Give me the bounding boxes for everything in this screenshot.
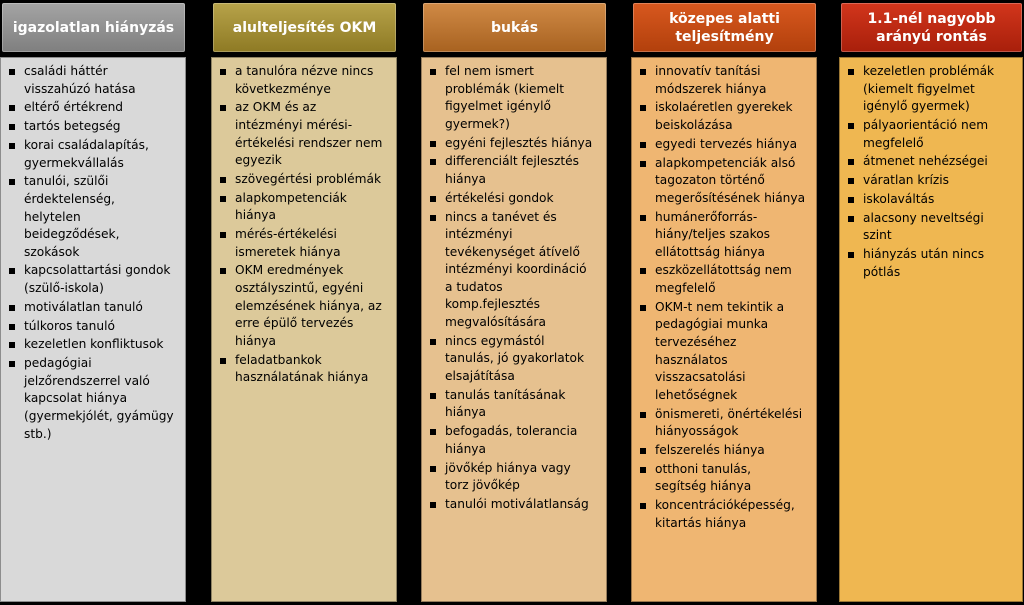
list-item: [219, 99, 389, 169]
list-item: [429, 460, 599, 495]
list-item: [8, 99, 178, 117]
list-item: [847, 246, 1015, 281]
item-text: felszerelés hiánya: [655, 442, 765, 457]
list-item: [8, 137, 178, 172]
list-item: [639, 209, 809, 262]
bullet-icon: [430, 159, 436, 165]
bullet-icon: [430, 215, 436, 221]
bullet-icon: [9, 69, 15, 75]
bullet-icon: [640, 448, 646, 454]
bullet-icon: [848, 216, 854, 222]
bullet-icon: [640, 412, 646, 418]
item-list: [8, 63, 178, 443]
item-text: fel nem ismert problémák (kiemelt figyelmet igénylő gyermek?): [445, 64, 565, 131]
bullet-icon: [9, 105, 15, 111]
column-header: [423, 3, 606, 52]
item-text: pedagógiai jelzőrendszerrel való kapcsolat hiánya (gyermekjólét, gyámügy stb.): [24, 356, 174, 441]
list-item: [429, 209, 599, 332]
item-text: kezeletlen problémák (kiemelt figyelmet igénylő gyermek): [863, 64, 995, 114]
item-text: nincs a tanévet és intézményi tevékenységet átívelő intézményi koordináció a tudatos komp.fejlesztés megvalósítására: [445, 209, 587, 330]
bullet-icon: [220, 105, 226, 111]
item-text: alapkompetenciák alsó tagozaton történő megerősítésének hiánya: [655, 155, 806, 205]
column-header: [633, 3, 816, 52]
list-item: [639, 497, 809, 532]
column-body: [839, 57, 1023, 602]
item-text: a tanulóra nézve nincs következménye: [235, 64, 374, 96]
column-body: [421, 57, 607, 602]
item-text: OKM-t nem tekintik a pedagógiai munka tervezéséhez használatos visszacsatolási lehetőségnek: [655, 299, 785, 402]
item-text: túlkoros tanuló: [24, 318, 115, 333]
bullet-icon: [430, 502, 436, 508]
list-item: [8, 63, 178, 98]
item-text: pályaorientáció nem megfelelő: [863, 117, 989, 150]
list-item: [639, 461, 809, 496]
bullet-icon: [9, 305, 15, 311]
bullet-icon: [220, 358, 226, 364]
bullet-icon: [220, 232, 226, 238]
list-item: [219, 63, 389, 98]
bullet-icon: [430, 393, 436, 399]
column-title: bukás: [490, 19, 539, 36]
bullet-icon: [220, 177, 226, 183]
bullet-icon: [9, 324, 15, 330]
column-title: igazolatlan hiányzás: [12, 19, 175, 36]
list-item: [847, 172, 1015, 190]
bullet-icon: [430, 339, 436, 345]
bullet-icon: [848, 69, 854, 75]
list-item: [639, 299, 809, 405]
bullet-icon: [848, 178, 854, 184]
bullet-icon: [220, 196, 226, 202]
item-text: az OKM és az intézményi mérési- értékelési rendszer nem egyezik: [235, 100, 383, 168]
list-item: [639, 442, 809, 460]
bullet-icon: [430, 429, 436, 435]
column-header: [213, 3, 396, 52]
list-item: [639, 63, 809, 98]
list-item: [847, 210, 1015, 245]
list-item: [8, 299, 178, 317]
item-text: kezeletlen konfliktusok: [24, 337, 164, 352]
list-item: [8, 355, 178, 443]
bullet-icon: [640, 215, 646, 221]
bullet-icon: [848, 159, 854, 165]
bullet-icon: [640, 161, 646, 167]
bullet-icon: [848, 197, 854, 203]
item-text: otthoni tanulás, segítség hiánya: [655, 461, 752, 494]
item-text: korai családalapítás, gyermekvállalás: [24, 137, 149, 170]
column-title: alulteljesítés OKM: [232, 19, 377, 36]
list-item: [219, 226, 389, 261]
list-item: [429, 423, 599, 458]
bullet-icon: [9, 143, 15, 149]
list-item: [847, 63, 1015, 116]
bullet-icon: [640, 268, 646, 274]
item-text: önismereti, önértékelési hiányosságok: [655, 406, 803, 439]
bullet-icon: [848, 252, 854, 258]
column-body: [211, 57, 397, 602]
bullet-icon: [9, 268, 15, 274]
column-body: [631, 57, 817, 602]
list-item: [639, 155, 809, 208]
item-text: iskolaéretlen gyerekek beiskolázása: [655, 100, 793, 132]
list-item: [429, 387, 599, 422]
bullet-icon: [430, 196, 436, 202]
bullet-icon: [430, 466, 436, 472]
bullet-icon: [640, 467, 646, 473]
bullet-icon: [9, 342, 15, 348]
list-item: [8, 262, 178, 297]
item-text: családi háttér visszahúzó hatása: [24, 64, 136, 96]
item-text: tartós betegség: [24, 119, 121, 134]
item-text: kapcsolattartási gondok (szülő-iskola): [24, 263, 171, 296]
item-list: [219, 63, 389, 387]
column-title: közepes alatti teljesítmény: [669, 10, 780, 45]
list-item: [639, 136, 809, 154]
item-text: humánerőforrás- hiány/teljes szakos ellátottság hiánya: [655, 209, 771, 259]
list-item: [219, 171, 389, 189]
item-list: [847, 63, 1015, 281]
list-item: [429, 153, 599, 188]
list-item: [639, 406, 809, 441]
item-text: tanulói, szülői érdektelenség, helytelen beidegződések, szokások: [24, 174, 120, 259]
item-list: [429, 63, 599, 514]
bullet-icon: [640, 69, 646, 75]
column-title: 1.1-nél nagyobb arányú rontás: [867, 10, 996, 45]
item-text: mérés-értékelési ismeretek hiánya: [235, 227, 341, 259]
item-text: eltérő értékrend: [24, 100, 124, 115]
list-item: [8, 318, 178, 336]
item-text: tanulás tanításának hiánya: [445, 387, 566, 420]
bullet-icon: [640, 142, 646, 148]
list-item: [847, 191, 1015, 209]
bullet-icon: [640, 305, 646, 311]
list-item: [847, 153, 1015, 171]
item-text: OKM eredmények osztályszintű, egyéni elemzésének hiánya, az erre épülő tervezés hiánya: [235, 263, 382, 348]
bullet-icon: [640, 503, 646, 509]
item-list: [639, 63, 809, 532]
bullet-icon: [220, 69, 226, 75]
item-text: egyéni fejlesztés hiánya: [445, 135, 593, 150]
item-text: eszközellátottság nem megfelelő: [655, 263, 792, 296]
list-item: [429, 135, 599, 153]
bullet-icon: [848, 123, 854, 129]
list-item: [219, 262, 389, 350]
column-body: [0, 57, 186, 602]
list-item: [8, 173, 178, 261]
item-text: átmenet nehézségei: [863, 154, 988, 169]
list-item: [847, 117, 1015, 152]
item-text: innovatív tanítási módszerek hiánya: [655, 64, 767, 96]
item-text: szövegértési problémák: [235, 171, 381, 186]
list-item: [639, 262, 809, 297]
list-item: [639, 99, 809, 134]
bullet-icon: [640, 105, 646, 111]
list-item: [429, 333, 599, 386]
bullet-icon: [430, 141, 436, 147]
column-header: [841, 3, 1022, 52]
item-text: iskolaváltás: [863, 191, 935, 206]
bullet-icon: [430, 69, 436, 75]
bullet-icon: [9, 124, 15, 130]
item-text: egyedi tervezés hiánya: [655, 136, 798, 151]
list-item: [429, 190, 599, 208]
item-text: differenciált fejlesztés hiánya: [445, 154, 580, 186]
bullet-icon: [9, 361, 15, 367]
list-item: [8, 336, 178, 354]
list-item: [8, 118, 178, 136]
item-text: alacsony neveltségi szint: [863, 210, 984, 243]
item-text: hiányzás után nincs pótlás: [863, 247, 985, 279]
item-text: befogadás, tolerancia hiánya: [445, 424, 578, 456]
item-text: tanulói motiválatlanság: [445, 496, 589, 511]
item-text: alapkompetenciák hiánya: [235, 190, 347, 223]
list-item: [219, 190, 389, 225]
column-header: [2, 3, 185, 52]
list-item: [219, 352, 389, 387]
item-text: motiválatlan tanuló: [24, 299, 143, 314]
list-item: [429, 63, 599, 133]
list-item: [429, 496, 599, 514]
item-text: nincs egymástól tanulás, jó gyakorlatok elsajátítása: [445, 333, 585, 384]
item-text: váratlan krízis: [863, 173, 949, 188]
item-text: jövőkép hiánya vagy torz jövőkép: [445, 460, 571, 493]
item-text: feladatbankok használatának hiánya: [235, 352, 369, 385]
item-text: értékelési gondok: [445, 190, 554, 205]
bullet-icon: [220, 268, 226, 274]
bullet-icon: [9, 179, 15, 185]
item-text: koncentrációképesség, kitartás hiánya: [655, 498, 795, 530]
